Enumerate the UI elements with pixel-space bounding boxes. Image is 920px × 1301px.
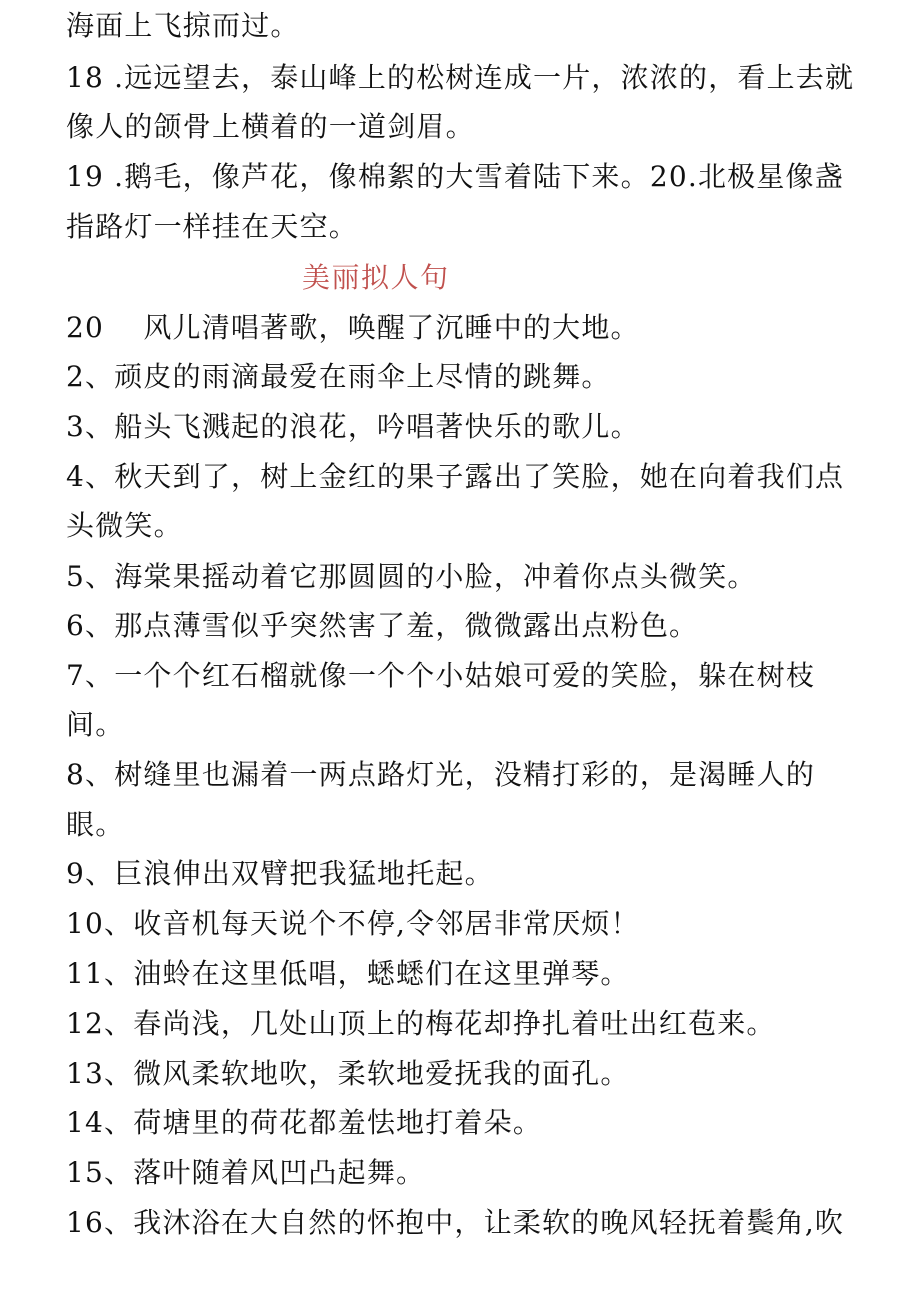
personification-item-5: 5、海棠果摇动着它那圆圆的小脸，冲着你点头微笑。 — [66, 560, 757, 593]
personification-item-4-line-2: 头微笑。 — [66, 509, 183, 542]
personification-item-14: 14、荷塘里的荷花都羞怯地打着朵。 — [66, 1106, 543, 1139]
continuation-line: 海面上飞掠而过。 — [66, 9, 300, 42]
personification-item-6: 6、那点薄雪似乎突然害了羞，微微露出点粉色。 — [66, 609, 699, 642]
personification-item-7-line-2: 间。 — [66, 708, 125, 741]
personification-item-11: 11、油蛉在这里低唱，蟋蟋们在这里弹琴。 — [66, 957, 630, 990]
personification-item-15: 15、落叶随着风凹凸起舞。 — [66, 1156, 426, 1189]
personification-item-9: 9、巨浪伸出双臂把我猛地托起。 — [66, 857, 494, 890]
personification-item-16-line-1: 16、我沐浴在大自然的怀抱中，让柔软的晚风轻抚着鬓角,吹 — [66, 1206, 845, 1239]
personification-item-10: 10、收音机每天说个不停,令邻居非常厌烦！ — [66, 907, 640, 940]
simile-item-18-line-1: 18 .远远望去，泰山峰上的松树连成一片，浓浓的，看上去就 — [66, 61, 855, 94]
personification-item-4-line-1: 4、秋天到了，树上金红的果子露出了笑脸，她在向着我们点 — [66, 460, 845, 493]
personification-item-2: 2、顽皮的雨滴最爱在雨伞上尽情的跳舞。 — [66, 360, 611, 393]
personification-item-3: 3、船头飞溅起的浪花，吟唱著快乐的歌儿。 — [66, 410, 640, 443]
personification-item-8-line-2: 眼。 — [66, 808, 125, 841]
personification-item-13: 13、微风柔软地吹，柔软地爱抚我的面孔。 — [66, 1057, 630, 1090]
simile-item-19-line-1: 19 .鹅毛，像芦花，像棉絮的大雪着陆下来。20.北极星像盏 — [66, 160, 844, 193]
personification-item-7-line-1: 7、一个个红石榴就像一个个小姑娘可爱的笑脸，躲在树枝 — [66, 659, 816, 692]
personification-item-8-line-1: 8、树缝里也漏着一两点路灯光，没精打彩的，是渴睡人的 — [66, 758, 816, 791]
simile-item-18-line-2: 像人的颌骨上横着的一道剑眉。 — [66, 110, 475, 143]
personification-item-1: 20 风儿清唱著歌，唤醒了沉睡中的大地。 — [66, 311, 640, 344]
personification-item-12: 12、春尚浅，几处山顶上的梅花却挣扎着吐出红苞来。 — [66, 1007, 776, 1040]
section-title: 美丽拟人句 — [302, 261, 450, 294]
simile-item-19-line-2: 指路灯一样挂在天空。 — [66, 210, 359, 243]
